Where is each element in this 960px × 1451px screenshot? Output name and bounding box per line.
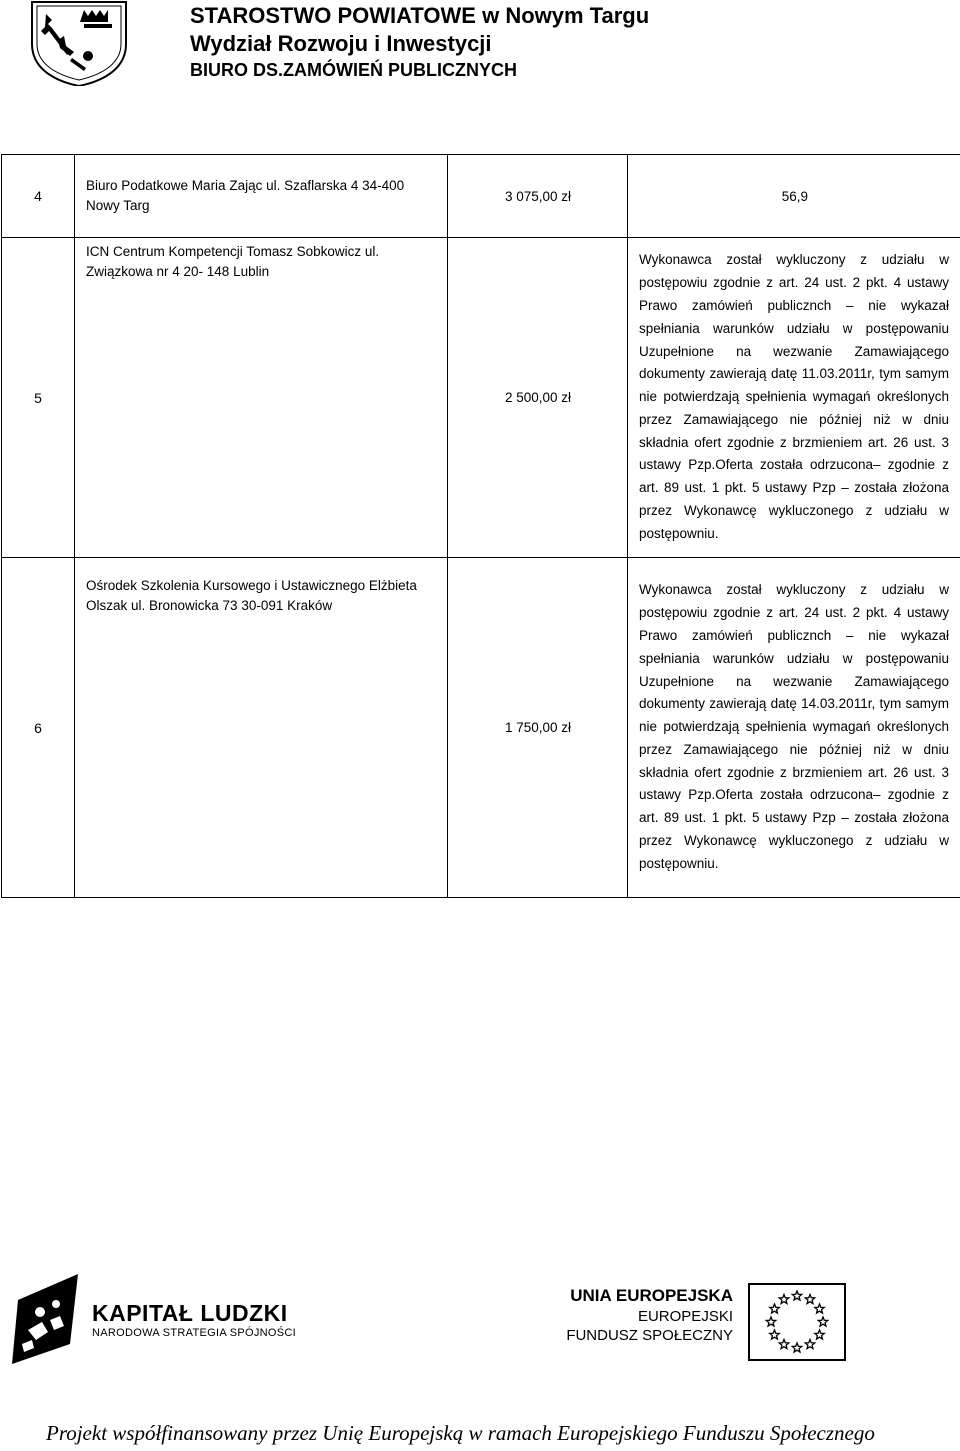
eu-line-3: FUNDUSZ SPOŁECZNY [566, 1327, 733, 1344]
exclusion-note-text: Wykonawca został wykluczony z udziału w postępowiu zgodnie z art. 24 ust. 2 pkt. 4 ustawy Prawo zamówień publicznch – nie wykazał spełniania warunków udziału w postępowaniu Uzupełnione na wezwanie Zamawiającego dokumenty zawierają datę 11.03.2011r, tym samym nie potwierdzają spełnienia wymagań określonych przez Zamawiającego nie później niż w dniu składnia ofert zgodnie z brzmieniem art. 26 ust. 3 ustawy Pzp.Oferta została odrzucona– zgodnie z art. 89 ust. 1 pkt. 5 ustawy Pzp – została złożona przez Wykonawcę wykluczonego z udziału w postępowniu. [639, 252, 949, 541]
eu-line-2: EUROPEJSKI [637, 1308, 733, 1325]
eu-line-1: UNIA EUROPEJSKA [570, 1286, 733, 1305]
contractor-name-line: Ośrodek Szkolenia Kursowego i Ustawicznego Elżbieta [86, 578, 417, 593]
contractor-name [75, 155, 448, 238]
offer-price: 3 075,00 zł [448, 155, 628, 238]
header-line-1: STAROSTWO POWIATOWE w Nowym Targu [190, 3, 650, 28]
exclusion-note [628, 558, 960, 898]
eu-flag-icon [748, 1283, 846, 1361]
contractor-name [75, 238, 448, 558]
contractor-name-line: Związkowa nr 4 20- 148 Lublin [86, 264, 270, 279]
header-line-2: Wydział Rozwoju i Inwestycji [190, 31, 492, 56]
table-row [2, 238, 960, 558]
offer-price: 2 500,00 zł [448, 238, 628, 558]
contractor-name [75, 558, 448, 898]
coat-of-arms-logo [28, 0, 130, 86]
offer-score: 56,9 [628, 155, 960, 238]
contractor-name-line: Biuro Podatkowe Maria Zając ul. Szaflarska 4 34-400 [86, 178, 405, 193]
table-row [2, 558, 960, 898]
header-line-3: BIURO DS.ZAMÓWIEŃ PUBLICZNYCH [190, 60, 517, 80]
exclusion-note-text: Wykonawca został wykluczony z udziału w postępowiu zgodnie z art. 24 ust. 2 pkt. 4 ustawy Prawo zamówień publicznch – nie wykazał spełniania warunków udziału w postępowaniu Uzupełnione na wezwanie Zamawiającego dokumenty zawierają datę 14.03.2011r, tym samym nie potwierdzają spełnienia wymagań określonych przez Zamawiającego nie później niż w dniu składnia ofert zgodnie z brzmieniem art. 26 ust. 3 ustawy Pzp.Oferta została odrzucona– zgodnie z art. 89 ust. 1 pkt. 5 ustawy Pzp – została złożona przez Wykonawcę wykluczonego z udziału w postępowniu. [639, 582, 949, 871]
kapital-ludzki-title: KAPITAŁ LUDZKI [92, 1300, 288, 1326]
eu-logo-text [553, 1285, 733, 1345]
document-header [190, 2, 649, 83]
table-row [2, 155, 960, 238]
contractor-name-line: Olszak ul. Bronowicka 73 30-091 Kraków [86, 598, 333, 613]
offers-table [1, 154, 960, 898]
row-number: 4 [2, 155, 75, 238]
row-number: 6 [2, 558, 75, 898]
contractor-name-line: Nowy Targ [86, 198, 150, 213]
contractor-name-line: ICN Centrum Kompetencji Tomasz Sobkowicz ul. [86, 244, 380, 259]
row-number: 5 [2, 238, 75, 558]
footer-text: Projekt współfinansowany przez Unię Europejską w ramach Europejskiego Funduszu Społecznego [46, 1421, 875, 1445]
exclusion-note [628, 238, 960, 558]
offer-price: 1 750,00 zł [448, 558, 628, 898]
kapital-ludzki-subtitle: NARODOWA STRATEGIA SPÓJNOŚCI [92, 1327, 296, 1339]
